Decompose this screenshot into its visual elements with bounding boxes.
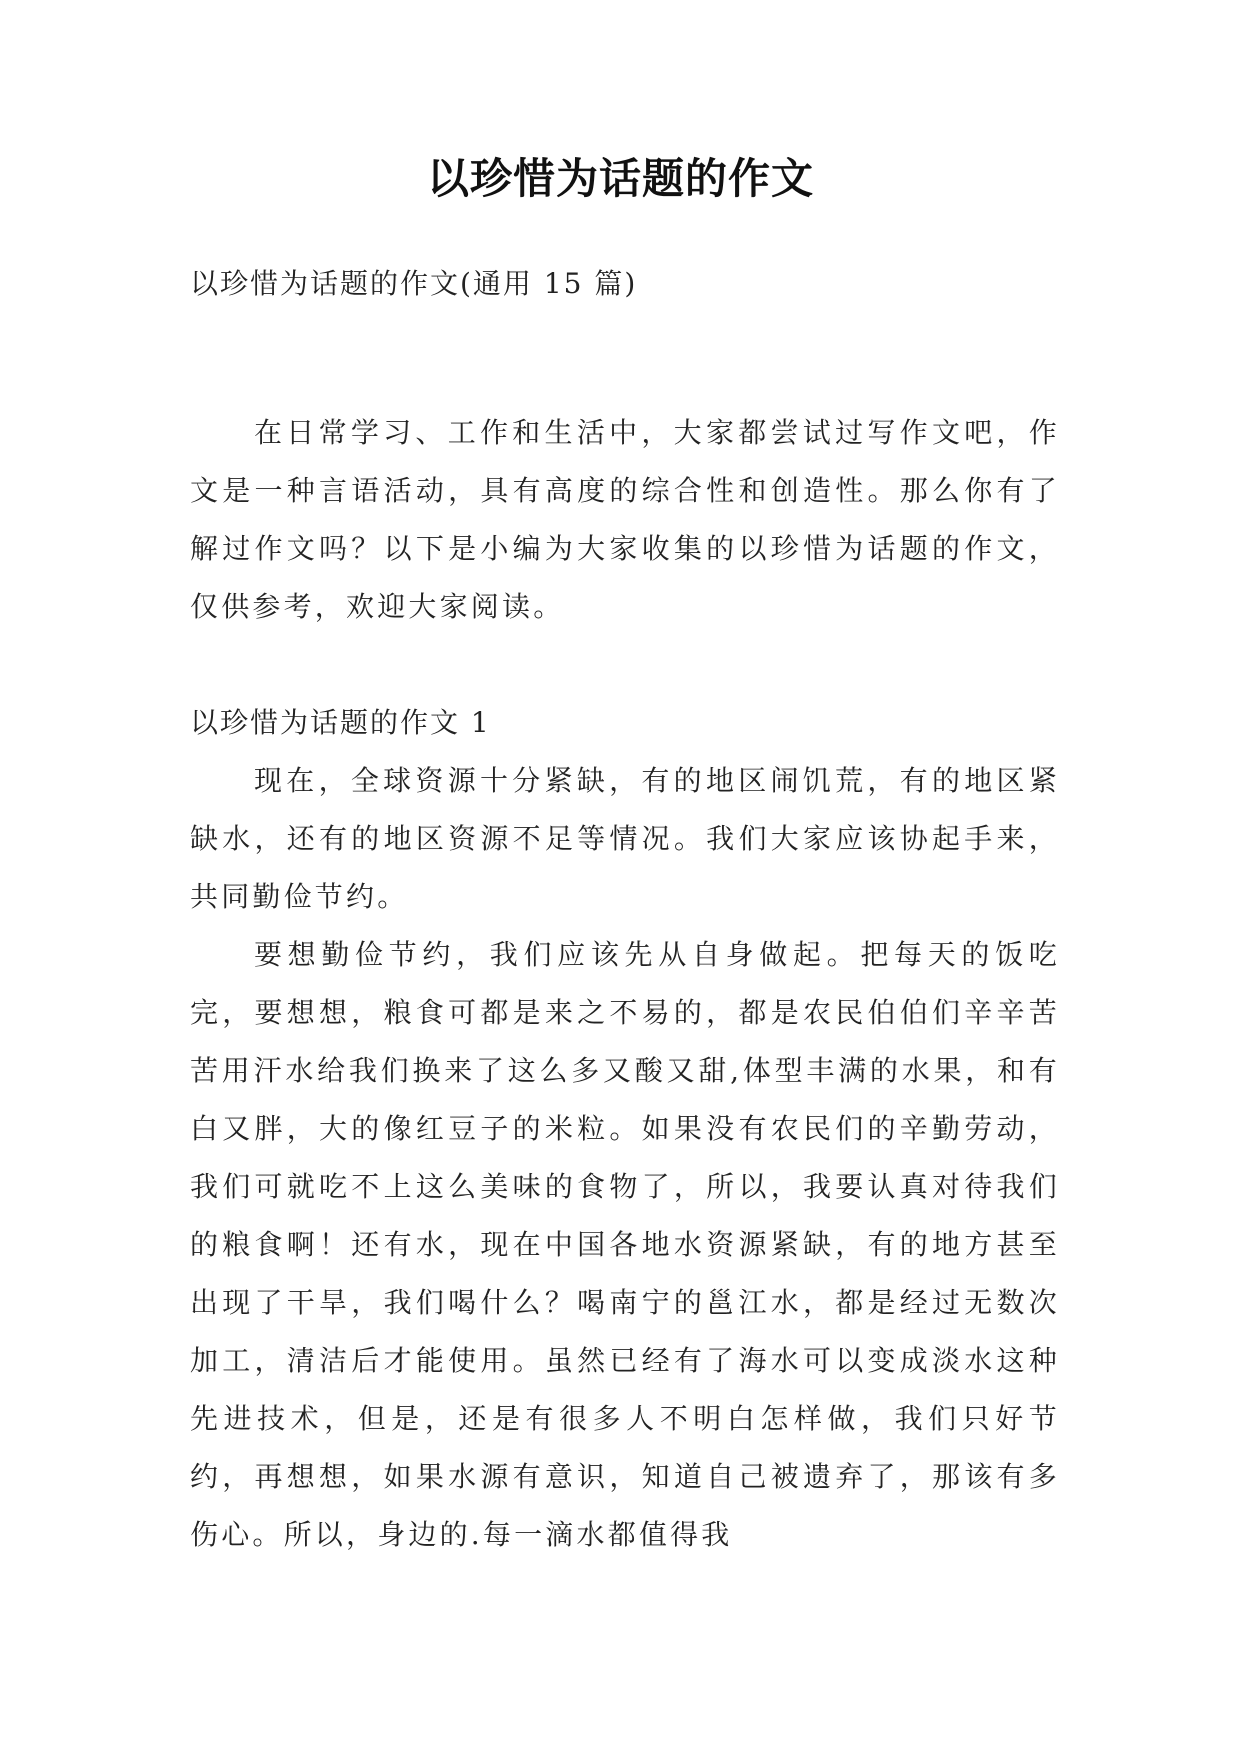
intro-paragraph: 在日常学习、工作和生活中，大家都尝试过写作文吧，作文是一种言语活动，具有高度的综合性和创造性。那么你有了解过作文吗？以下是小编为大家收集的以珍惜为话题的作文，仅供参考，欢迎大家阅读。	[190, 416, 1060, 623]
document-subtitle: 以珍惜为话题的作文(通用 15 篇)	[190, 267, 638, 300]
intro-block	[190, 404, 1060, 636]
document-title: 以珍惜为话题的作文	[426, 154, 814, 203]
essay-paragraph: 现在，全球资源十分紧缺，有的地区闹饥荒，有的地区紧缺水，还有的地区资源不足等情况。我们大家应该协起手来，共同勤俭节约。	[190, 764, 1060, 913]
essay-paragraph: 要想勤俭节约，我们应该先从自身做起。把每天的饭吃完，要想想，粮食可都是来之不易的，都是农民伯伯们辛辛苦苦用汗水给我们换来了这么多又酸又甜,体型丰满的水果，和有白又胖，大的像红豆子的米粒。如果没有农民们的辛勤劳动，我们可就吃不上这么美味的食物了，所以，我要认真对待我们的粮食啊！还有水，现在中国各地水资源紧缺，有的地方甚至出现了干旱，我们喝什么？喝南宁的邕江水，都是经过无数次加工，清洁后才能使用。虽然已经有了海水可以变成淡水这种先进技术，但是，还是有很多人不明白怎样做，我们只好节约，再想想，如果水源有意识，知道自己被遗弃了，那该有多伤心。所以，身边的.每一滴水都值得我	[190, 938, 1060, 1551]
section-heading: 以珍惜为话题的作文 1	[190, 706, 491, 739]
essay-section	[190, 694, 1060, 1564]
